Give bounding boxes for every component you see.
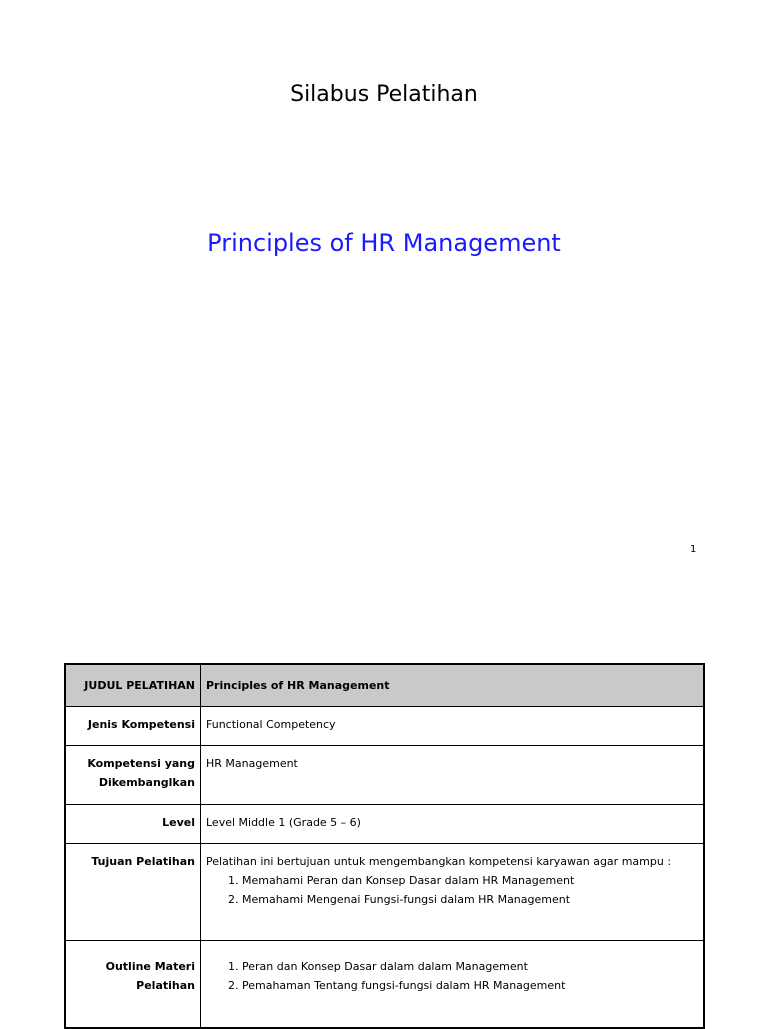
level-value: Level Middle 1 (Grade 5 – 6) [201, 805, 705, 844]
tujuan-list [206, 871, 698, 909]
outline-label [65, 941, 201, 1029]
header-value: Principles of HR Management [201, 664, 705, 707]
list-item: 2. Memahami Mengenai Fungsi-fungsi dalam HR Management [242, 890, 698, 909]
kompetensi-label-line1: Kompetensi yang [87, 757, 195, 770]
jenis-value: Functional Competency [201, 707, 705, 746]
outline-value [201, 941, 705, 1029]
outline-list [206, 957, 698, 995]
table-row-kompetensi [65, 746, 704, 805]
outline-label-line1: Outline Materi [105, 960, 195, 973]
jenis-label: Jenis Kompetensi [65, 707, 201, 746]
header-label: JUDUL PELATIHAN [65, 664, 201, 707]
page-number: 1 [690, 544, 697, 555]
tujuan-label: Tujuan Pelatihan [65, 844, 201, 941]
document-title: Silabus Pelatihan [290, 82, 478, 107]
document-subtitle: Principles of HR Management [207, 229, 561, 257]
table-row-outline [65, 941, 704, 1029]
outline-label-line2: Pelatihan [136, 979, 195, 992]
table-row-header [65, 664, 704, 707]
kompetensi-label-line2: Dikembanglkan [98, 776, 195, 789]
list-item: 2. Pemahaman Tentang fungsi-fungsi dalam HR Management [242, 976, 698, 995]
kompetensi-value: HR Management [201, 746, 705, 805]
kompetensi-label [65, 746, 201, 805]
list-item: 1. Memahami Peran dan Konsep Dasar dalam HR Management [242, 871, 698, 890]
table-row-jenis [65, 707, 704, 746]
syllabus-table [64, 663, 705, 1029]
tujuan-value [201, 844, 705, 941]
tujuan-intro: Pelatihan ini bertujuan untuk mengembangkan kompetensi karyawan agar mampu : [206, 855, 672, 868]
table-row-tujuan [65, 844, 704, 941]
list-item: 1. Peran dan Konsep Dasar dalam dalam Management [242, 957, 698, 976]
level-label: Level [65, 805, 201, 844]
table-row-level [65, 805, 704, 844]
